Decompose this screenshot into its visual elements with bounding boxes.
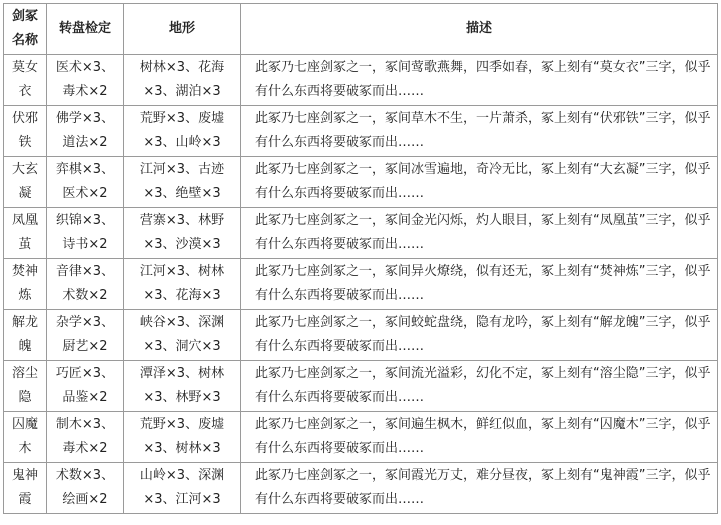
cell-terrain: 树林×3、花海×3、湖泊×3 (124, 55, 241, 106)
cell-desc: 此冢乃七座剑冢之一，冢间蛟蛇盘绕，隐有龙吟，冢上刻有“解龙魄”三字，似乎有什么东西将要破冢而出…… (241, 310, 718, 361)
cell-name: 莫女衣 (4, 55, 47, 106)
cell-check: 织锦×3、诗书×2 (47, 208, 124, 259)
cell-name: 凤凰茧 (4, 208, 47, 259)
table-row (4, 55, 718, 106)
cell-terrain: 峡谷×3、深渊×3、洞穴×3 (124, 310, 241, 361)
table-row (4, 463, 718, 514)
cell-check: 制木×3、毒术×2 (47, 412, 124, 463)
cell-desc: 此冢乃七座剑冢之一，冢间草木不生，一片萧杀，冢上刻有“伏邪铁”三字，似乎有什么东西将要破冢而出…… (241, 106, 718, 157)
cell-desc: 此冢乃七座剑冢之一，冢间金光闪烁，灼人眼目，冢上刻有“凤凰茧”三字，似乎有什么东西将要破冢而出…… (241, 208, 718, 259)
table-header-row (4, 4, 718, 55)
cell-name: 溶尘隐 (4, 361, 47, 412)
cell-check: 巧匠×3、品鉴×2 (47, 361, 124, 412)
cell-check: 医术×3、毒术×2 (47, 55, 124, 106)
cell-check: 术数×3、绘画×2 (47, 463, 124, 514)
table-row (4, 412, 718, 463)
cell-name: 解龙魄 (4, 310, 47, 361)
header-name: 剑冢名称 (4, 4, 47, 55)
cell-terrain: 荒野×3、废墟×3、山岭×3 (124, 106, 241, 157)
cell-check: 音律×3、术数×2 (47, 259, 124, 310)
cell-check: 佛学×3、道法×2 (47, 106, 124, 157)
cell-desc: 此冢乃七座剑冢之一，冢间莺歌燕舞，四季如春，冢上刻有“莫女衣”三字，似乎有什么东西将要破冢而出…… (241, 55, 718, 106)
cell-name: 焚神炼 (4, 259, 47, 310)
cell-name: 鬼神霞 (4, 463, 47, 514)
cell-name: 囚魔木 (4, 412, 47, 463)
table-row (4, 310, 718, 361)
header-desc: 描述 (241, 4, 718, 55)
cell-name: 大玄凝 (4, 157, 47, 208)
cell-name: 伏邪铁 (4, 106, 47, 157)
cell-desc: 此冢乃七座剑冢之一，冢间异火燎绕，似有还无，冢上刻有“焚神炼”三字，似乎有什么东西将要破冢而出…… (241, 259, 718, 310)
cell-desc: 此冢乃七座剑冢之一，冢间流光溢彩，幻化不定，冢上刻有“溶尘隐”三字，似乎有什么东西将要破冢而出…… (241, 361, 718, 412)
cell-desc: 此冢乃七座剑冢之一，冢间霞光万丈，难分昼夜，冢上刻有“鬼神霞”三字，似乎有什么东西将要破冢而出…… (241, 463, 718, 514)
table-row (4, 208, 718, 259)
cell-terrain: 山岭×3、深渊×3、江河×3 (124, 463, 241, 514)
sword-tomb-table (3, 3, 718, 514)
cell-terrain: 营寨×3、林野×3、沙漠×3 (124, 208, 241, 259)
table-row (4, 157, 718, 208)
table-row (4, 259, 718, 310)
header-check: 转盘检定 (47, 4, 124, 55)
cell-terrain: 潭泽×3、树林×3、林野×3 (124, 361, 241, 412)
cell-desc: 此冢乃七座剑冢之一，冢间遍生枫木，鲜红似血，冢上刻有“囚魔木”三字，似乎有什么东西将要破冢而出…… (241, 412, 718, 463)
cell-terrain: 江河×3、古迹×3、绝壁×3 (124, 157, 241, 208)
cell-terrain: 荒野×3、废墟×3、树林×3 (124, 412, 241, 463)
cell-check: 弈棋×3、医术×2 (47, 157, 124, 208)
cell-terrain: 江河×3、树林×3、花海×3 (124, 259, 241, 310)
cell-check: 杂学×3、厨艺×2 (47, 310, 124, 361)
table-row (4, 361, 718, 412)
table-row (4, 106, 718, 157)
header-terrain: 地形 (124, 4, 241, 55)
cell-desc: 此冢乃七座剑冢之一，冢间冰雪遍地，奇冷无比，冢上刻有“大玄凝”三字，似乎有什么东西将要破冢而出…… (241, 157, 718, 208)
